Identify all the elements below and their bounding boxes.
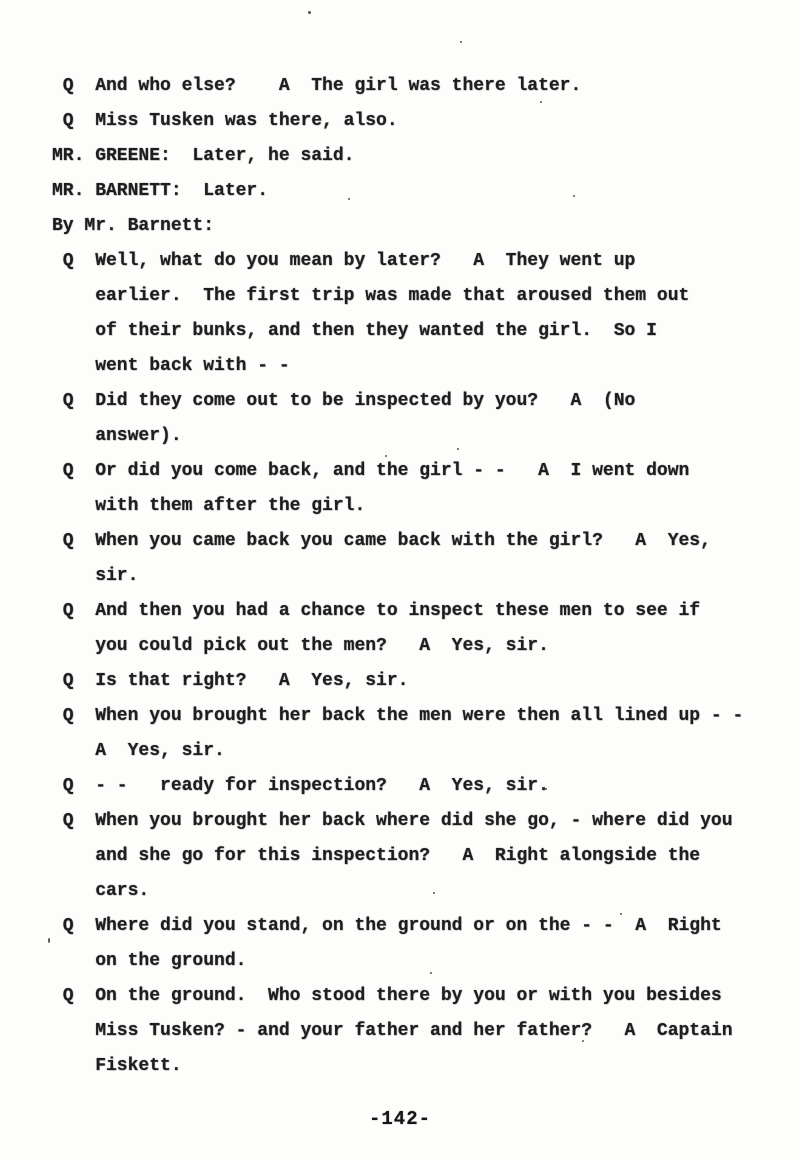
transcript-line: Q - - ready for inspection? A Yes, sir.: [52, 776, 549, 796]
transcript-line: Miss Tusken? - and your father and her father? A Captain: [52, 1021, 733, 1041]
transcript-line: Q When you brought her back the men were then all lined up - -: [52, 706, 744, 726]
transcript-line: of their bunks, and then they wanted the girl. So I: [52, 321, 657, 341]
transcript-line: MR. BARNETT: Later.: [52, 181, 269, 201]
transcript-line: Q When you came back you came back with the girl? A Yes,: [52, 531, 711, 551]
transcript-line: on the ground.: [52, 951, 247, 971]
transcript-line: Q Or did you come back, and the girl - - A I went down: [52, 461, 690, 481]
transcript-line: Q Well, what do you mean by later? A They went up: [52, 251, 636, 271]
transcript-line: Q And who else? A The girl was there later.: [52, 76, 582, 96]
page-number: -142-: [368, 1108, 431, 1130]
transcript-body: [52, 69, 792, 1084]
transcript-line: went back with - -: [52, 356, 290, 376]
transcript-line: Q On the ground. Who stood there by you or with you besides: [52, 986, 722, 1006]
transcript-line: answer).: [52, 426, 182, 446]
transcript-line: earlier. The first trip was made that aroused them out: [52, 286, 690, 306]
scan-speck: [308, 11, 311, 14]
transcript-line: sir.: [52, 566, 139, 586]
transcript-line: with them after the girl.: [52, 496, 366, 516]
scan-speck: [48, 938, 50, 943]
transcript-line: Fiskett.: [52, 1056, 182, 1076]
transcript-line: Q Where did you stand, on the ground or on the - - A Right: [52, 916, 722, 936]
transcript-line: Q When you brought her back where did she go, - where did you: [52, 811, 733, 831]
transcript-line: Q Did they come out to be inspected by you? A (No: [52, 391, 636, 411]
transcript-line: and she go for this inspection? A Right alongside the: [52, 846, 701, 866]
transcript-line: By Mr. Barnett:: [52, 216, 215, 236]
transcript-line: you could pick out the men? A Yes, sir.: [52, 636, 549, 656]
transcript-line: Q Miss Tusken was there, also.: [52, 111, 398, 131]
transcript-line: A Yes, sir.: [52, 741, 225, 761]
transcript-line: Q And then you had a chance to inspect these men to see if: [52, 601, 701, 621]
transcript-line: MR. GREENE: Later, he said.: [52, 146, 355, 166]
transcript-line: Q Is that right? A Yes, sir.: [52, 671, 409, 691]
scan-speck: [460, 41, 462, 43]
transcript-line: cars.: [52, 881, 150, 901]
